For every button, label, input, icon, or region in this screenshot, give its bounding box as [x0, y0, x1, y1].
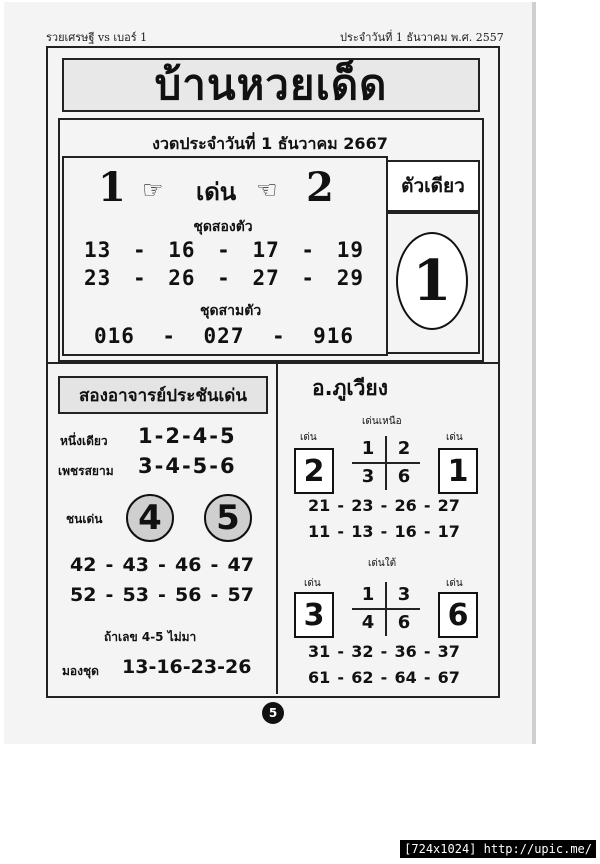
right-panel-heading: อ.ภูเวียง	[312, 376, 388, 400]
three-digit-value: 916	[313, 324, 354, 348]
row-label-1: หนึ่งเดียว	[60, 434, 108, 448]
top-row-value: 23	[351, 496, 374, 515]
two-digit-value: 23	[84, 266, 112, 290]
top-side-label-right: เด่น	[446, 432, 463, 443]
note: ถ้าเลข 4-5 ไม่มา	[104, 630, 197, 644]
page-edge	[532, 2, 536, 744]
top-caption: เด่นเหนือ	[362, 416, 402, 427]
hand-right-icon: ☞	[142, 176, 164, 204]
row-value-2: 3-4-5-6	[138, 454, 237, 478]
three-digit-value: 027	[203, 324, 245, 348]
single-label: ตัวเดียว	[401, 175, 465, 197]
pair-value: 43	[122, 554, 149, 576]
three-digit-row: 016 - 027 - 916	[94, 324, 354, 348]
top-grid-cell: 3	[361, 466, 375, 487]
header-right: ประจำวันที่ 1 ธันวาคม พ.ศ. 2557	[340, 31, 504, 44]
two-digit-value: 27	[252, 266, 280, 290]
two-digit-value: 13	[84, 238, 112, 262]
highlight-label: ชนเด่น	[66, 512, 103, 526]
top-row-value: 17	[437, 522, 460, 541]
bottom-side-label-left: เด่น	[304, 578, 321, 589]
top-box-left	[294, 448, 334, 494]
bottom-box-right	[438, 592, 478, 638]
top-side-label-left: เด่น	[300, 432, 317, 443]
two-digit-value: 26	[168, 266, 196, 290]
hand-left-icon: ☜	[256, 176, 278, 204]
two-digit-value: 17	[252, 238, 280, 262]
bottom-row-value: 32	[351, 642, 374, 661]
header-left: รวยเศรษฐี vs เบอร์ 1	[46, 31, 148, 44]
top-box-left-value: 2	[303, 453, 325, 489]
single-value: 1	[412, 248, 452, 314]
pair-value: 56	[175, 584, 202, 606]
title-banner	[62, 58, 480, 112]
bottom-row-value: 36	[394, 642, 417, 661]
set-label: มองชุด	[62, 664, 99, 678]
pair-value: 53	[122, 584, 149, 606]
bottom-grid-cell: 6	[397, 612, 411, 633]
three-digit-label: ชุดสามตัว	[200, 303, 262, 319]
bottom-grid-vline	[385, 582, 387, 636]
top-grid-cell: 1	[361, 438, 375, 459]
top-grid-cell: 6	[397, 466, 411, 487]
highlight-value: 5	[216, 498, 240, 538]
row-label-2: เพชรสยาม	[58, 464, 114, 478]
left-panel-heading: สองอาจารย์ประชันเด่น	[79, 385, 247, 406]
top-grid-vline	[385, 436, 387, 490]
row-value-1: 1-2-4-5	[138, 424, 237, 448]
top-row-value: 27	[437, 496, 460, 515]
pair-row-1: 42 - 43 - 46 - 47	[70, 554, 254, 576]
pair-value: 52	[70, 584, 97, 606]
bottom-side-label-right: เด่น	[446, 578, 463, 589]
top-row-value: 26	[394, 496, 417, 515]
lead-left-number: 1	[98, 164, 126, 211]
pair-row-2: 52 - 53 - 56 - 57	[70, 584, 254, 606]
section-divider	[46, 362, 498, 364]
bottom-row-2: 61 - 62 - 64 - 67	[308, 668, 460, 687]
pair-value: 46	[175, 554, 202, 576]
two-digit-value: 16	[168, 238, 196, 262]
bottom-grid-cell: 1	[361, 584, 375, 605]
top-row-1: 21 - 23 - 26 - 27	[308, 496, 460, 515]
lead-label: เด่น	[196, 178, 237, 206]
top-row-value: 16	[394, 522, 417, 541]
lead-right-number: 2	[306, 164, 334, 211]
bottom-row-value: 64	[394, 668, 417, 687]
highlight-circle-2	[204, 494, 252, 542]
pair-value: 42	[70, 554, 97, 576]
two-digit-row-1: 13 - 16 - 17 - 19	[84, 238, 364, 262]
bottom-caption: เด่นใต้	[368, 558, 397, 569]
two-digit-label: ชุดสองตัว	[193, 219, 253, 235]
highlight-value: 4	[138, 498, 162, 538]
bottom-row-value: 31	[308, 642, 331, 661]
top-box-right-value: 1	[447, 453, 469, 489]
panel-divider	[276, 364, 278, 694]
bottom-row-value: 37	[437, 642, 460, 661]
bottom-row-value: 61	[308, 668, 331, 687]
bottom-box-left-value: 3	[303, 597, 325, 633]
top-grid-cell: 2	[397, 438, 411, 459]
pair-value: 47	[227, 554, 254, 576]
set-value: 13-16-23-26	[122, 656, 252, 678]
bottom-box-right-value: 6	[447, 597, 469, 633]
bottom-row-value: 62	[351, 668, 374, 687]
top-box-right	[438, 448, 478, 494]
bottom-box-left	[294, 592, 334, 638]
three-digit-value: 016	[94, 324, 135, 348]
top-row-2: 11 - 13 - 16 - 17	[308, 522, 460, 541]
left-panel-heading-box	[58, 376, 268, 414]
two-digit-value: 29	[336, 266, 364, 290]
two-digit-row-2: 23 - 26 - 27 - 29	[84, 266, 364, 290]
bottom-row-value: 67	[437, 668, 460, 687]
draw-date: งวดประจำวันที่ 1 ธันวาคม 2667	[152, 134, 388, 153]
page-title: บ้านหวยเด็ด	[154, 60, 388, 109]
top-row-value: 13	[351, 522, 374, 541]
top-row-value: 11	[308, 522, 331, 541]
highlight-circle-1	[126, 494, 174, 542]
watermark: [724x1024] http://upic.me/	[400, 840, 596, 858]
bottom-row-1: 31 - 32 - 36 - 37	[308, 642, 460, 661]
single-value-oval	[396, 232, 468, 330]
page-number-badge	[262, 702, 284, 724]
pair-value: 57	[227, 584, 254, 606]
top-row-value: 21	[308, 496, 331, 515]
page-number: 5	[268, 706, 278, 720]
bottom-grid-cell: 4	[361, 612, 375, 633]
bottom-grid-cell: 3	[397, 584, 411, 605]
two-digit-value: 19	[336, 238, 364, 262]
single-label-box	[386, 160, 480, 212]
